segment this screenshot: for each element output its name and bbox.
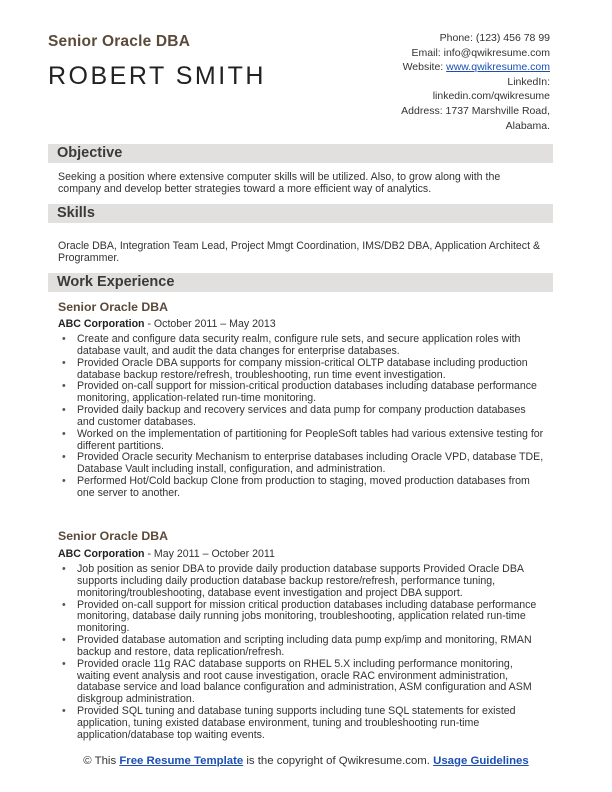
bullet-icon: • (62, 634, 66, 647)
list-item (58, 706, 544, 742)
list-item (58, 600, 544, 636)
job-1-company: ABC Corporation (58, 318, 145, 330)
usage-guidelines-link[interactable]: Usage Guidelines (433, 755, 529, 767)
bullet-icon: • (62, 475, 66, 488)
list-item (58, 429, 544, 453)
contact-website (320, 60, 550, 75)
footer-prefix: © This (83, 755, 120, 767)
list-item (58, 635, 544, 659)
list-item (58, 476, 544, 500)
bullet-text: Worked on the implementation of partitioning for PeopleSoft tables had various extensive testing for different partitions. (77, 427, 544, 452)
objective-text: Seeking a position where extensive computer skills will be utilized. Also, to grow along with the company and develop better strategies toward a more efficient way of analytics. (58, 171, 501, 196)
bullet-icon: • (62, 404, 66, 417)
bullet-icon: • (62, 563, 66, 575)
job-2-dates: - May 2011 – October 2011 (144, 548, 275, 560)
contact-linkedin-label: LinkedIn: (507, 75, 550, 88)
job-1-bullets (58, 334, 544, 500)
contact-address-line2: Alabama. (505, 119, 550, 132)
list-item (58, 334, 544, 358)
contact-address-line1: Address: 1737 Marshville Road, (401, 104, 550, 117)
bullet-text: Provided Oracle DBA supports for company mission-critical OLTP database including production database backup restore/refresh, troubleshooting, run time event investigation. (77, 356, 528, 381)
list-item (58, 564, 544, 600)
objective-heading: Objective (48, 144, 553, 163)
list-item (58, 405, 544, 429)
bullet-text: Provided database automation and scripting including data pump exp/imp and monitoring, RMAN backup and restore, data replication/refresh. (77, 634, 532, 658)
job-2-bullets (58, 564, 544, 742)
list-item (58, 452, 544, 476)
list-item (58, 381, 544, 405)
job-1-company-line (58, 318, 276, 330)
bullet-text: Provided on-call support for mission critical production databases including database performance monitoring, database daily running jobs monitoring, troubleshooting, application related run-time monitoring. (77, 598, 537, 635)
bullet-text: Provided daily backup and recovery services and data pump for company production databases and customer databases. (77, 404, 526, 428)
bullet-icon: • (62, 705, 66, 718)
bullet-icon: • (62, 333, 66, 345)
list-item (58, 358, 544, 382)
contact-website-link[interactable]: www.qwikresume.com (446, 61, 550, 74)
skills-heading: Skills (48, 204, 553, 223)
contact-phone: Phone: (123) 456 78 99 (439, 32, 550, 44)
contact-website-label: Website: (402, 61, 447, 74)
bullet-text: Job position as senior DBA to provide daily production database supports Provided Oracle DBA supports including daily production database backup restore/refresh, performance tuning, monitoring/troubleshooting, database event investigation and project DBA support. (77, 563, 524, 599)
bullet-icon: • (62, 427, 66, 440)
bullet-text: Provided oracle 11g RAC database supports on RHEL 5.X including performance monitoring, waiting event analysis and root cause investigation, oracle RAC environment administration, database service and load balance configuration and administration, ASM configuration and ASM diskgroup administration. (77, 657, 532, 706)
candidate-name: ROBERT SMITH (48, 62, 266, 90)
job-2-company-line (58, 548, 275, 560)
job-1-title: Senior Oracle DBA (58, 300, 169, 314)
list-item (58, 659, 544, 706)
work-experience-heading: Work Experience (48, 273, 553, 292)
bullet-icon: • (62, 356, 66, 369)
contact-linkedin-value: linkedin.com/qwikresume (432, 90, 550, 103)
job-2-company: ABC Corporation (58, 548, 145, 560)
job-2-title: Senior Oracle DBA (58, 529, 169, 543)
footer-middle: is the copyright of Qwikresume.com. (243, 755, 434, 767)
bullet-text: Provided on-call support for mission-critical production databases including database performance monitoring, application-related run-time monitoring. (77, 380, 537, 405)
contact-block (320, 31, 550, 133)
header-job-title: Senior Oracle DBA (48, 33, 191, 50)
bullet-text: Provided SQL tuning and database tuning supports including tune SQL statements for existed application, tuning existed database environment, tuning and troubleshooting run-time application/database top waiting events. (77, 705, 516, 741)
free-resume-template-link[interactable]: Free Resume Template (119, 755, 244, 767)
contact-email: Email: info@qwikresume.com (411, 46, 550, 59)
job-1-dates: - October 2011 – May 2013 (144, 318, 276, 330)
bullet-text: Provided Oracle security Mechanism to enterprise databases including Oracle VPD, database TDE, Database Vault including install, configuration, and administration. (77, 451, 544, 476)
bullet-icon: • (62, 598, 66, 611)
skills-text: Oracle DBA, Integration Team Lead, Project Mmgt Coordination, IMS/DB2 DBA, Application Architect & Programmer. (58, 240, 541, 265)
bullet-text: Create and configure data security realm, configure rule sets, and secure application roles with database vault, and audit the data changes for enterprise databases. (77, 333, 521, 357)
footer-copyright (0, 755, 612, 769)
bullet-icon: • (62, 451, 66, 464)
bullet-icon: • (62, 380, 66, 393)
bullet-icon: • (62, 657, 66, 670)
bullet-text: Performed Hot/Cold backup Clone from production to staging, moved production databases from one server to another. (77, 475, 530, 499)
